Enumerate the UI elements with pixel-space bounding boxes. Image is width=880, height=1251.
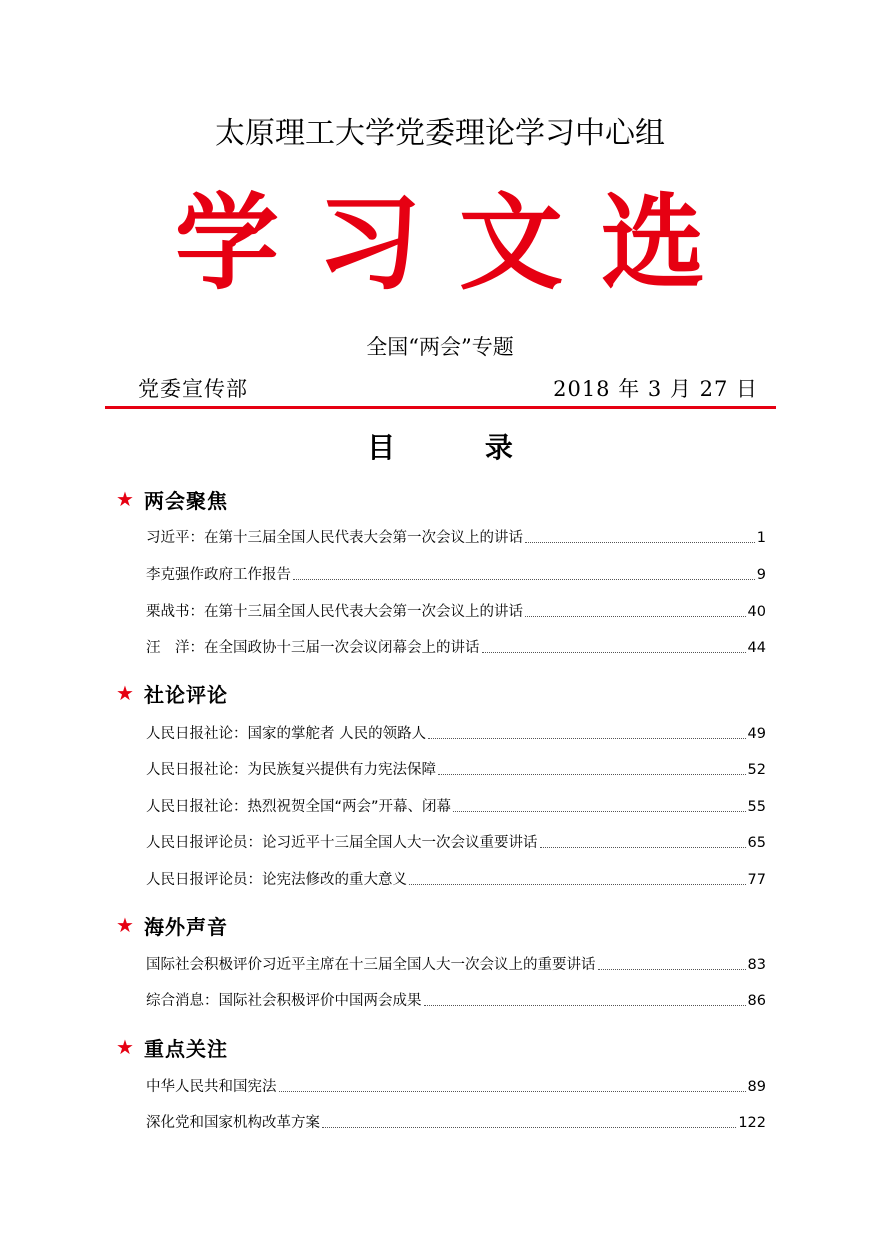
dot-leader [525, 542, 755, 543]
toc-entry-page: 44 [747, 640, 766, 656]
toc-section [116, 678, 228, 708]
toc-entry-text: 人民日报评论员：论习近平十三届全国人大一次会议重要讲话 [146, 835, 538, 851]
toc-entry-page: 89 [747, 1079, 766, 1095]
toc-entry[interactable] [146, 634, 766, 658]
section-title: 社论评论 [144, 682, 228, 707]
issue-date: 2018 年 3 月 27 日 [553, 377, 758, 401]
toc-section [116, 910, 228, 940]
header-divider [105, 406, 776, 409]
toc-entry-page: 65 [747, 835, 766, 851]
toc-entry[interactable] [146, 756, 766, 780]
dot-leader [453, 811, 746, 812]
toc-entry[interactable] [146, 829, 766, 853]
star-icon: ★ [116, 487, 134, 511]
toc-entry-page: 55 [747, 799, 766, 815]
toc-entry[interactable] [146, 524, 766, 548]
dot-leader [279, 1091, 746, 1092]
toc-entry[interactable] [146, 561, 766, 585]
toc-section [116, 484, 228, 514]
dot-leader [438, 774, 746, 775]
organization-title: 太原理工大学党委理论学习中心组 [215, 116, 665, 151]
star-icon: ★ [116, 913, 134, 937]
toc-entry-page: 40 [747, 604, 766, 620]
toc-title: 目 录 [367, 431, 553, 464]
star-icon: ★ [116, 1035, 134, 1059]
toc-entry-text: 综合消息：国际社会积极评价中国两会成果 [146, 993, 422, 1009]
toc-entry-text: 人民日报社论：热烈祝贺全国“两会”开幕、闭幕 [146, 799, 452, 815]
dot-leader [293, 579, 755, 580]
toc-entry[interactable] [146, 1109, 766, 1133]
toc-entry-page: 1 [756, 530, 766, 546]
toc-entry-text: 中华人民共和国宪法 [146, 1079, 277, 1095]
toc-entry-page: 52 [747, 762, 766, 778]
toc-entry-text: 栗战书：在第十三届全国人民代表大会第一次会议上的讲话 [146, 604, 523, 620]
dot-leader [322, 1127, 736, 1128]
dot-leader [424, 1005, 746, 1006]
section-title: 重点关注 [144, 1036, 228, 1061]
toc-entry[interactable] [146, 793, 766, 817]
department-label: 党委宣传部 [138, 377, 248, 401]
dot-leader [540, 847, 746, 848]
toc-entry[interactable] [146, 987, 766, 1011]
dot-leader [525, 616, 746, 617]
toc-entry-text: 人民日报评论员：论宪法修改的重大意义 [146, 872, 407, 888]
toc-entry[interactable] [146, 951, 766, 975]
toc-entry-page: 49 [747, 726, 766, 742]
toc-entry-page: 77 [747, 872, 766, 888]
publication-title: 学习文选 [174, 181, 743, 304]
toc-entry-text: 国际社会积极评价习近平主席在十三届全国人大一次会议上的重要讲话 [146, 957, 596, 973]
toc-entry-page: 86 [747, 993, 766, 1009]
toc-entry-text: 深化党和国家机构改革方案 [146, 1115, 320, 1131]
section-title: 两会聚焦 [144, 488, 228, 513]
toc-entry-text: 人民日报社论：国家的掌舵者 人民的领路人 [146, 726, 427, 742]
issue-subtitle: 全国“两会”专题 [366, 335, 514, 359]
toc-section [116, 1032, 228, 1062]
toc-entry[interactable] [146, 866, 766, 890]
toc-entry-text: 李克强作政府工作报告 [146, 567, 291, 583]
dot-leader [409, 884, 746, 885]
toc-entry-page: 83 [747, 957, 766, 973]
star-icon: ★ [116, 681, 134, 705]
dot-leader [428, 738, 745, 739]
dot-leader [598, 969, 746, 970]
toc-entry[interactable] [146, 1073, 766, 1097]
toc-entry-page: 9 [756, 567, 766, 583]
toc-entry[interactable] [146, 598, 766, 622]
toc-entry-text: 汪 洋：在全国政协十三届一次会议闭幕会上的讲话 [146, 640, 480, 656]
toc-entry-page: 122 [738, 1115, 766, 1131]
toc-entry-text: 人民日报社论：为民族复兴提供有力宪法保障 [146, 762, 436, 778]
toc-entry[interactable] [146, 720, 766, 744]
dot-leader [482, 652, 746, 653]
toc-entry-text: 习近平：在第十三届全国人民代表大会第一次会议上的讲话 [146, 530, 523, 546]
section-title: 海外声音 [144, 914, 228, 939]
